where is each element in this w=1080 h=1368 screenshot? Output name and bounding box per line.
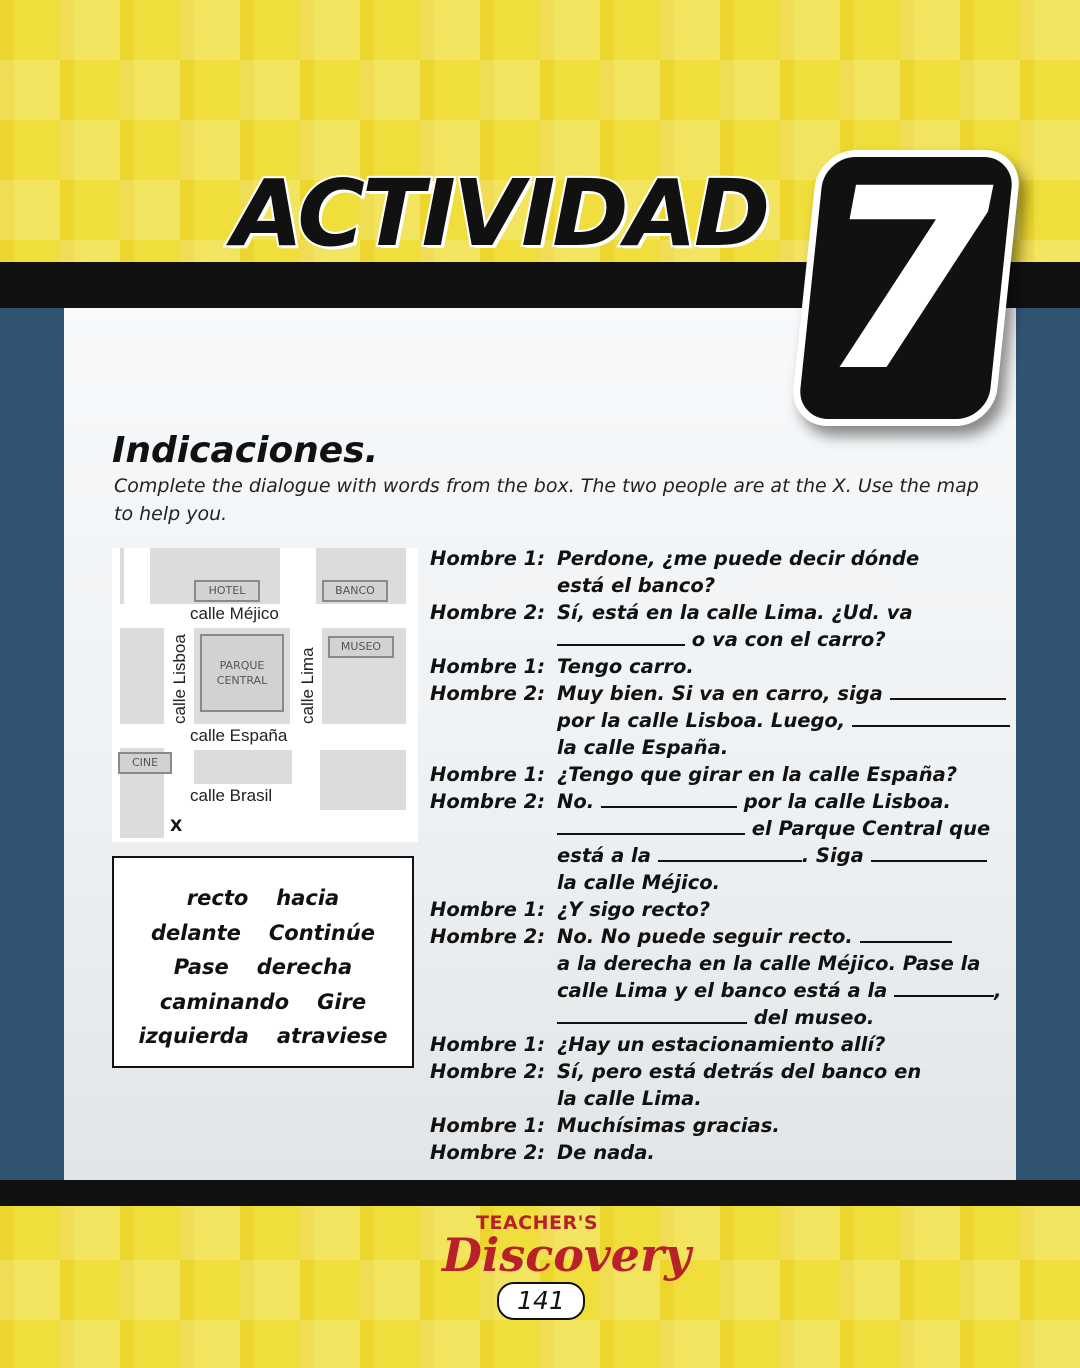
dialogue-text: Tengo carro. [557,655,694,678]
dialogue-text [557,626,886,653]
dialogue [430,545,1020,1166]
dialogue-line [430,788,1020,815]
street-lima: calle Lima [298,647,317,724]
dialogue-text: la calle Méjico. [557,871,721,894]
street-mejico: calle Méjico [190,604,279,623]
dialogue-line [430,923,1020,950]
dialogue-text-part: del museo. [753,1006,875,1029]
dialogue-line [430,1085,1020,1112]
dialogue-line [430,680,1020,707]
speaker-label: Hombre 2: [430,925,545,948]
map-block [194,750,292,784]
dialogue-text-part: . Siga [801,844,864,867]
street-espana: calle España [190,726,288,745]
word: recto [186,886,249,910]
dialogue-line [430,842,1020,869]
speaker-label: Hombre 1: [430,655,545,678]
speaker-label: Hombre 2: [430,790,545,813]
answer-blank[interactable] [658,842,802,862]
answer-blank[interactable] [890,680,1006,700]
word-row [114,886,412,910]
answer-blank[interactable] [601,788,737,808]
dialogue-text [557,680,1006,707]
word: atraviese [276,1024,388,1048]
speaker-label: Hombre 1: [430,1114,545,1137]
dialogue-line [430,1139,1020,1166]
hotel-building: HOTEL [194,580,260,602]
dialogue-text-part: está a la [557,844,651,867]
speaker-label: Hombre 1: [430,763,545,786]
park-building [200,634,284,712]
answer-blank[interactable] [557,1004,747,1024]
dialogue-line [430,761,1020,788]
word-box [112,856,414,1068]
word: hacia [276,886,340,910]
street-brasil: calle Brasil [190,786,273,805]
speaker-label: Hombre 2: [430,682,545,705]
dialogue-line [430,1004,1020,1031]
map-block [120,548,124,604]
word-row [114,990,412,1014]
word: delante [150,921,241,945]
dialogue-line [430,626,1020,653]
word: Pase [173,955,229,979]
dialogue-text-part: el Parque Central que [751,817,991,840]
dialogue-line [430,950,1020,977]
dialogue-line [430,1031,1020,1058]
answer-blank[interactable] [860,923,952,943]
dialogue-text [557,977,1002,1004]
speaker-label: Hombre 1: [430,898,545,921]
dialogue-line [430,896,1020,923]
instructions: Complete the dialogue with words from the box. The two people are at the X. Use the map to help you. [114,475,979,525]
dialogue-text-part: , [994,979,1002,1002]
word-row [114,921,412,945]
dialogue-line [430,977,1020,1004]
activity-heading: Indicaciones. [112,430,379,471]
dialogue-text [557,815,990,842]
answer-blank[interactable] [894,977,994,997]
dialogue-line [430,815,1020,842]
answer-blank[interactable] [871,842,987,862]
x-mark: X [170,816,183,835]
dialogue-text: ¿Hay un estacionamiento allí? [557,1033,886,1056]
cinema-building: CINE [118,752,172,774]
dialogue-text-part: o va con el carro? [691,628,886,651]
map-block [120,628,164,724]
dialogue-line [430,707,1020,734]
dialogue-text-part: por la calle Lisboa. [743,790,951,813]
park-label-line1: PARQUE [219,659,265,672]
footer-bar [0,1180,1080,1206]
museum-building: MUSEO [328,636,394,658]
speaker-label: Hombre 1: [430,547,545,570]
dialogue-text: ¿Tengo que girar en la calle España? [557,763,958,786]
dialogue-text: la calle España. [557,736,729,759]
dialogue-text [557,842,987,869]
speaker-label: Hombre 2: [430,1060,545,1083]
dialogue-text: está el banco? [557,574,716,597]
dialogue-line [430,572,1020,599]
dialogue-text-part: No. [557,790,595,813]
brand-logo-bottom: Discovery [442,1228,691,1282]
dialogue-text-part: No. No puede seguir recto. [557,925,853,948]
dialogue-line [430,1058,1020,1085]
dialogue-text: De nada. [557,1141,655,1164]
right-border [1016,308,1080,1180]
dialogue-text-part: por la calle Lisboa. Luego, [557,709,846,732]
map-block [320,750,406,810]
dialogue-text [557,707,1010,734]
bank-building: BANCO [322,580,388,602]
answer-blank[interactable] [557,626,685,646]
park-label-line2: CENTRAL [216,674,268,687]
street-lisboa: calle Lisboa [170,634,189,724]
answer-blank[interactable] [852,707,1010,727]
dialogue-text: a la derecha en la calle Méjico. Pase la [557,952,981,975]
page-number: 141 [497,1282,585,1320]
speaker-label: Hombre 2: [430,1141,545,1164]
word: caminando [159,990,290,1014]
dialogue-line [430,653,1020,680]
word: izquierda [138,1024,249,1048]
dialogue-line [430,1112,1020,1139]
dialogue-text: ¿Y sigo recto? [557,898,711,921]
street-map [112,548,418,842]
answer-blank[interactable] [557,815,745,835]
dialogue-text [557,1004,874,1031]
dialogue-text-part: calle Lima y el banco está a la [557,979,888,1002]
speaker-label: Hombre 2: [430,601,545,624]
dialogue-line [430,599,1020,626]
word: Gire [317,990,367,1014]
dialogue-text-part: Muy bien. Si va en carro, siga [557,682,883,705]
left-border [0,308,64,1180]
dialogue-text [557,923,952,950]
word-row [114,955,412,979]
word: derecha [256,955,353,979]
activity-number: 7 [820,135,994,426]
dialogue-text: Muchísimas gracias. [557,1114,780,1137]
speaker-label: Hombre 1: [430,1033,545,1056]
dialogue-text: Sí, está en la calle Lima. ¿Ud. va [557,601,913,624]
dialogue-line [430,545,1020,572]
dialogue-text: Sí, pero está detrás del banco en [557,1060,922,1083]
dialogue-text [557,788,951,815]
word: Continúe [268,921,376,945]
dialogue-text: la calle Lima. [557,1087,702,1110]
word-row [114,1024,412,1048]
dialogue-text: Perdone, ¿me puede decir dónde [557,547,920,570]
dialogue-line [430,734,1020,761]
brand-logo-top: TEACHER'S [476,1212,599,1234]
dialogue-line [430,869,1020,896]
page-title: ACTIVIDAD [232,160,768,267]
